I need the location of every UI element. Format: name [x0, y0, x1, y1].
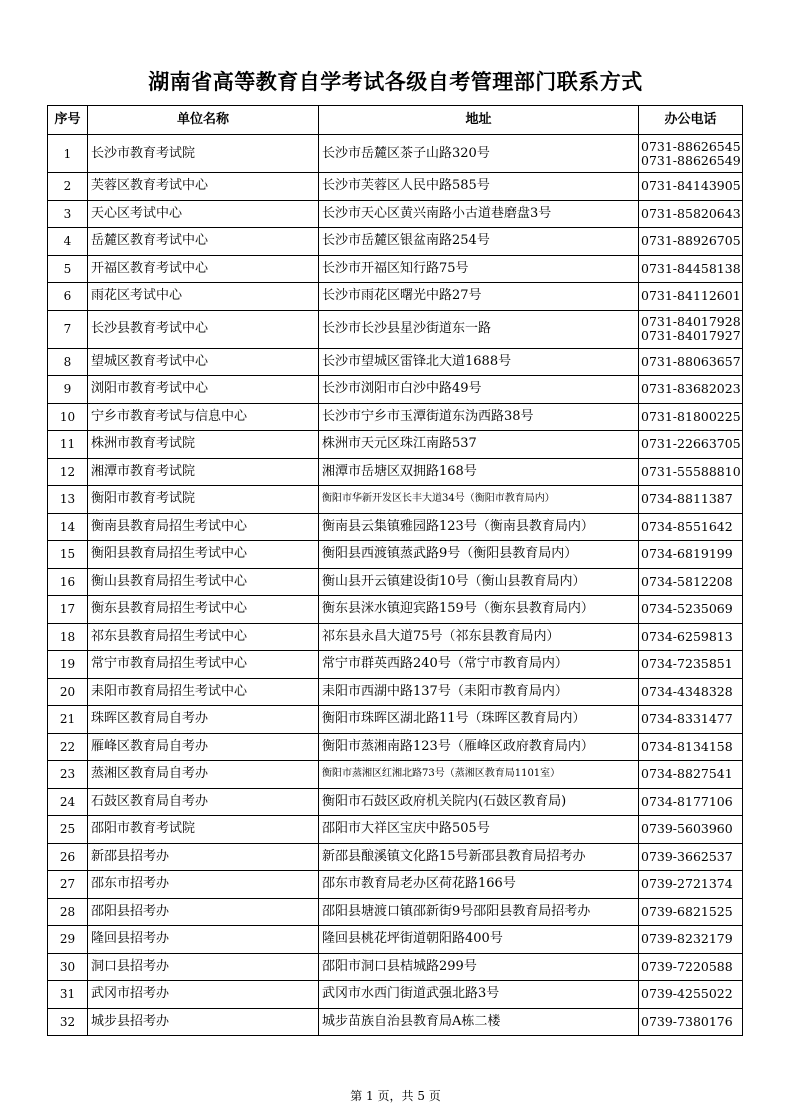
table-row [48, 568, 743, 596]
unit-name: 衡山县教育局招生考试中心 [88, 568, 319, 596]
office-phone [639, 596, 743, 624]
phone-primary: 0731-84112601 [641, 288, 741, 304]
row-number: 23 [48, 761, 88, 789]
office-phone [639, 843, 743, 871]
address: 长沙市开福区知行路75号 [319, 255, 639, 283]
phone-primary: 0734-8331477 [641, 711, 733, 727]
address: 衡阳市石鼓区政府机关院内(石鼓区教育局) [319, 788, 639, 816]
address: 长沙市岳麓区银盆南路254号 [319, 228, 639, 256]
unit-name: 开福区教育考试中心 [88, 255, 319, 283]
office-phone [639, 255, 743, 283]
table-row [48, 283, 743, 311]
row-number: 24 [48, 788, 88, 816]
table-row [48, 255, 743, 283]
office-phone [639, 228, 743, 256]
table-row [48, 376, 743, 404]
row-number: 9 [48, 376, 88, 404]
unit-name: 雁峰区教育局自考办 [88, 733, 319, 761]
address: 耒阳市西湖中路137号（耒阳市教育局内） [319, 678, 639, 706]
row-number: 6 [48, 283, 88, 311]
unit-name: 衡阳县教育局招生考试中心 [88, 541, 319, 569]
address: 新邵县酿溪镇文化路15号新邵县教育局招考办 [319, 843, 639, 871]
page-title: 湖南省高等教育自学考试各级自考管理部门联系方式 [148, 70, 643, 94]
unit-name: 芙蓉区教育考试中心 [88, 173, 319, 201]
unit-name: 城步县招考办 [88, 1008, 319, 1036]
office-phone [639, 926, 743, 954]
address: 武冈市水西门街道武强北路3号 [319, 981, 639, 1009]
phone-primary: 0731-83682023 [641, 381, 741, 397]
unit-name: 邵东市招考办 [88, 871, 319, 899]
unit-name: 岳麓区教育考试中心 [88, 228, 319, 256]
office-phone [639, 788, 743, 816]
office-phone [639, 541, 743, 569]
unit-name: 衡阳市教育考试院 [88, 486, 319, 514]
table-row [48, 513, 743, 541]
unit-name: 邵阳市教育考试院 [88, 816, 319, 844]
phone-primary: 0731-88626545 [641, 138, 741, 154]
office-phone [639, 458, 743, 486]
table-row [48, 431, 743, 459]
table-row [48, 953, 743, 981]
table-row [48, 486, 743, 514]
phone-primary: 0739-5603960 [641, 821, 733, 837]
office-phone [639, 348, 743, 376]
phone-primary: 0739-8232179 [641, 931, 733, 947]
row-number: 11 [48, 431, 88, 459]
row-number: 27 [48, 871, 88, 899]
unit-name: 天心区考试中心 [88, 200, 319, 228]
row-number: 2 [48, 173, 88, 201]
row-number: 4 [48, 228, 88, 256]
table-row [48, 348, 743, 376]
unit-name: 浏阳市教育考试中心 [88, 376, 319, 404]
phone-primary: 0739-4255022 [641, 986, 733, 1002]
unit-name: 隆回县招考办 [88, 926, 319, 954]
row-number: 16 [48, 568, 88, 596]
row-number: 10 [48, 403, 88, 431]
address: 常宁市群英西路240号（常宁市教育局内） [319, 651, 639, 679]
office-phone [639, 1008, 743, 1036]
table-row [48, 761, 743, 789]
phone-primary: 0734-4348328 [641, 683, 733, 699]
row-number: 3 [48, 200, 88, 228]
row-number: 18 [48, 623, 88, 651]
unit-name: 长沙县教育考试中心 [88, 310, 319, 348]
address: 长沙市望城区雷锋北大道1688号 [319, 348, 639, 376]
office-phone [639, 568, 743, 596]
address: 邵阳市大祥区宝庆中路505号 [319, 816, 639, 844]
row-number: 1 [48, 135, 88, 173]
address: 隆回县桃花坪街道朝阳路400号 [319, 926, 639, 954]
office-phone [639, 283, 743, 311]
table-row [48, 458, 743, 486]
table-row [48, 678, 743, 706]
table-row [48, 541, 743, 569]
phone-primary: 0739-7380176 [641, 1013, 733, 1029]
unit-name: 珠晖区教育局自考办 [88, 706, 319, 734]
phone-primary: 0734-5235069 [641, 601, 733, 617]
address: 长沙市岳麓区茶子山路320号 [319, 135, 639, 173]
row-number: 19 [48, 651, 88, 679]
header-no: 序号 [48, 106, 88, 135]
address: 衡阳市蒸湘南路123号（雁峰区政府教育局内） [319, 733, 639, 761]
unit-name: 武冈市招考办 [88, 981, 319, 1009]
row-number: 14 [48, 513, 88, 541]
office-phone [639, 953, 743, 981]
phone-secondary: 0731-88626549 [641, 152, 741, 168]
phone-primary: 0731-88063657 [641, 353, 741, 369]
row-number: 29 [48, 926, 88, 954]
header-phone: 办公电话 [639, 106, 743, 135]
office-phone [639, 173, 743, 201]
row-number: 26 [48, 843, 88, 871]
row-number: 7 [48, 310, 88, 348]
unit-name: 邵阳县招考办 [88, 898, 319, 926]
office-phone [639, 871, 743, 899]
unit-name: 望城区教育考试中心 [88, 348, 319, 376]
unit-name: 衡南县教育局招生考试中心 [88, 513, 319, 541]
address: 衡南县云集镇雅园路123号（衡南县教育局内） [319, 513, 639, 541]
office-phone [639, 981, 743, 1009]
phone-primary: 0739-6821525 [641, 903, 733, 919]
row-number: 20 [48, 678, 88, 706]
address: 邵阳市洞口县桔城路299号 [319, 953, 639, 981]
table-row [48, 310, 743, 348]
office-phone [639, 816, 743, 844]
unit-name: 祁东县教育局招生考试中心 [88, 623, 319, 651]
address: 株洲市天元区珠江南路537 [319, 431, 639, 459]
table-row [48, 788, 743, 816]
table-header-row [48, 106, 743, 135]
phone-primary: 0731-85820643 [641, 205, 741, 221]
unit-name: 石鼓区教育局自考办 [88, 788, 319, 816]
phone-primary: 0734-6819199 [641, 546, 733, 562]
address: 长沙市浏阳市白沙中路49号 [319, 376, 639, 404]
office-phone [639, 733, 743, 761]
office-phone [639, 431, 743, 459]
address: 城步苗族自治县教育局A栋二楼 [319, 1008, 639, 1036]
phone-primary: 0731-81800225 [641, 408, 741, 424]
phone-primary: 0731-55588810 [641, 463, 741, 479]
office-phone [639, 513, 743, 541]
table-row [48, 733, 743, 761]
phone-primary: 0734-8551642 [641, 518, 733, 534]
address: 衡山县开云镇建设街10号（衡山县教育局内） [319, 568, 639, 596]
address: 邵东市教育局老办区荷花路166号 [319, 871, 639, 899]
unit-name: 雨花区考试中心 [88, 283, 319, 311]
page-footer: 第 1 页，共 5 页 [350, 1089, 441, 1103]
row-number: 22 [48, 733, 88, 761]
unit-name: 株洲市教育考试院 [88, 431, 319, 459]
address: 衡阳县西渡镇蒸武路9号（衡阳县教育局内） [319, 541, 639, 569]
address: 衡阳市珠晖区湖北路11号（珠晖区教育局内） [319, 706, 639, 734]
address: 衡阳市蒸湘区红湘北路73号（蒸湘区教育局1101室） [319, 761, 639, 789]
table-row [48, 135, 743, 173]
table-row [48, 898, 743, 926]
address: 邵阳县塘渡口镇邵新街9号邵阳县教育局招考办 [319, 898, 639, 926]
phone-primary: 0734-5812208 [641, 573, 733, 589]
table-row [48, 651, 743, 679]
row-number: 8 [48, 348, 88, 376]
table-row [48, 843, 743, 871]
address: 长沙市雨花区曙光中路27号 [319, 283, 639, 311]
unit-name: 洞口县招考办 [88, 953, 319, 981]
phone-primary: 0731-84458138 [641, 260, 741, 276]
table-row [48, 981, 743, 1009]
row-number: 17 [48, 596, 88, 624]
row-number: 25 [48, 816, 88, 844]
address: 祁东县永昌大道75号（祁东县教育局内） [319, 623, 639, 651]
row-number: 12 [48, 458, 88, 486]
phone-primary: 0739-7220588 [641, 958, 733, 974]
table-row [48, 596, 743, 624]
address: 长沙市芙蓉区人民中路585号 [319, 173, 639, 201]
phone-primary: 0731-22663705 [641, 436, 741, 452]
phone-secondary: 0731-84017927 [641, 328, 741, 343]
header-unit: 单位名称 [88, 106, 319, 135]
phone-primary: 0739-2721374 [641, 876, 733, 892]
row-number: 30 [48, 953, 88, 981]
row-number: 15 [48, 541, 88, 569]
office-phone [639, 898, 743, 926]
office-phone [639, 761, 743, 789]
phone-primary: 0734-8827541 [641, 766, 733, 782]
address: 衡东县洣水镇迎宾路159号（衡东县教育局内） [319, 596, 639, 624]
office-phone [639, 403, 743, 431]
row-number: 31 [48, 981, 88, 1009]
address: 湘潭市岳塘区双拥路168号 [319, 458, 639, 486]
office-phone [639, 310, 743, 348]
unit-name: 新邵县招考办 [88, 843, 319, 871]
office-phone [639, 623, 743, 651]
phone-primary: 0731-88926705 [641, 233, 741, 249]
office-phone [639, 651, 743, 679]
phone-primary: 0731-84017928 [641, 314, 741, 329]
office-phone [639, 486, 743, 514]
contact-table [47, 105, 743, 1036]
table-row [48, 706, 743, 734]
table-row [48, 1008, 743, 1036]
office-phone [639, 200, 743, 228]
table-row [48, 816, 743, 844]
row-number: 21 [48, 706, 88, 734]
address: 长沙市宁乡市玉潭街道东沩西路38号 [319, 403, 639, 431]
address: 长沙市天心区黄兴南路小古道巷磨盘3号 [319, 200, 639, 228]
office-phone [639, 678, 743, 706]
address: 长沙市长沙县星沙街道东一路 [319, 310, 639, 348]
unit-name: 常宁市教育局招生考试中心 [88, 651, 319, 679]
phone-primary: 0734-6259813 [641, 628, 733, 644]
table-row [48, 871, 743, 899]
unit-name: 长沙市教育考试院 [88, 135, 319, 173]
phone-primary: 0734-8811387 [641, 491, 733, 507]
phone-primary: 0731-84143905 [641, 178, 741, 194]
table-row [48, 403, 743, 431]
row-number: 5 [48, 255, 88, 283]
phone-primary: 0739-3662537 [641, 848, 733, 864]
row-number: 13 [48, 486, 88, 514]
office-phone [639, 706, 743, 734]
unit-name: 宁乡市教育考试与信息中心 [88, 403, 319, 431]
table-row [48, 926, 743, 954]
unit-name: 衡东县教育局招生考试中心 [88, 596, 319, 624]
address: 衡阳市华新开发区长丰大道34号（衡阳市教育局内） [319, 486, 639, 514]
phone-primary: 0734-7235851 [641, 656, 733, 672]
table-row [48, 623, 743, 651]
table-row [48, 200, 743, 228]
row-number: 32 [48, 1008, 88, 1036]
unit-name: 湘潭市教育考试院 [88, 458, 319, 486]
unit-name: 蒸湘区教育局自考办 [88, 761, 319, 789]
header-address: 地址 [319, 106, 639, 135]
unit-name: 耒阳市教育局招生考试中心 [88, 678, 319, 706]
table-row [48, 173, 743, 201]
phone-primary: 0734-8177106 [641, 793, 733, 809]
table-row [48, 228, 743, 256]
office-phone [639, 376, 743, 404]
row-number: 28 [48, 898, 88, 926]
phone-primary: 0734-8134158 [641, 738, 733, 754]
office-phone [639, 135, 743, 173]
